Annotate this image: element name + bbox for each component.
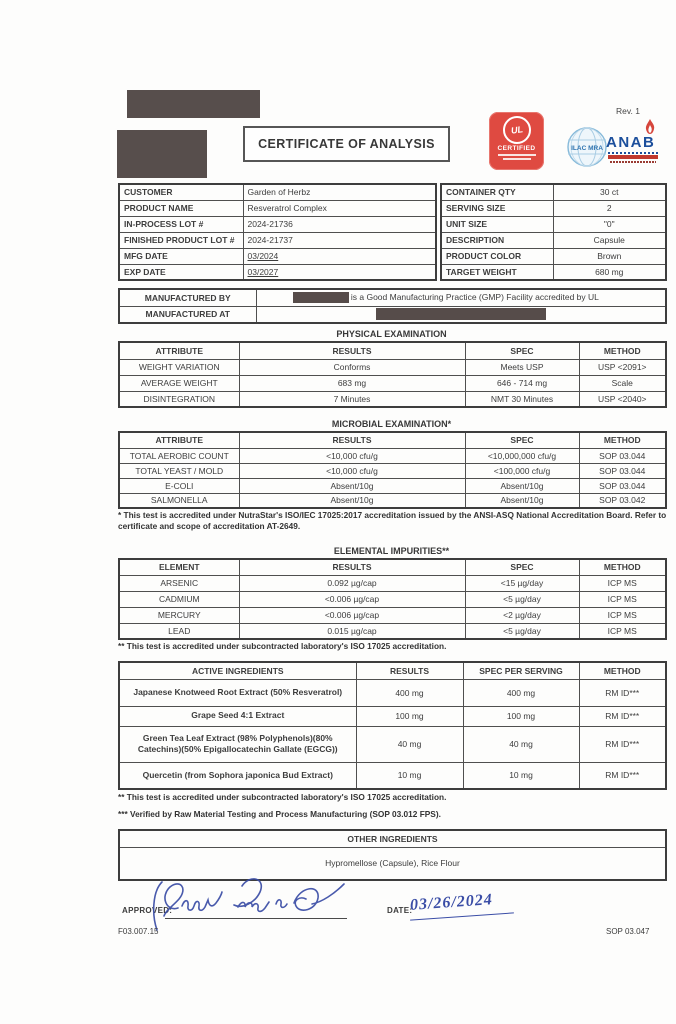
spec-cell: <5 µg/day (465, 623, 579, 639)
table-row (441, 264, 666, 280)
column-header: RESULTS (356, 662, 463, 679)
result-cell: 0.015 µg/cap (239, 623, 465, 639)
ul-mark-text: UL (509, 124, 524, 136)
manufactured-at-value (256, 306, 666, 323)
spec-cell: Meets USP (465, 359, 579, 375)
table-row (119, 200, 436, 216)
table-row (119, 448, 666, 463)
field-label: EXP DATE (119, 264, 243, 280)
field-value: "0" (553, 216, 666, 232)
method-cell: USP <2091> (579, 359, 666, 375)
field-value: 03/2024 (243, 248, 436, 264)
column-header: METHOD (579, 342, 666, 359)
anab-red-banner (608, 155, 658, 159)
table-row (441, 184, 666, 200)
table-row (119, 726, 666, 762)
attribute-cell: E-COLI (119, 478, 239, 493)
field-value: 2024-21736 (243, 216, 436, 232)
ilac-mra-text: ILAC MRA (571, 145, 603, 152)
anab-logo-text: ANAB (606, 134, 656, 151)
form-number: F03.007.15 (118, 927, 159, 936)
ilac-mra-globe-icon (566, 126, 608, 168)
ingredient-cell: Quercetin (from Sophora japonica Bud Extract) (119, 762, 356, 789)
table-row (441, 232, 666, 248)
column-header: ATTRIBUTE (119, 432, 239, 448)
field-label: MANUFACTURED BY (119, 289, 256, 306)
ul-certified-badge (489, 112, 544, 170)
spec-cell: 646 - 714 mg (465, 375, 579, 391)
spec-cell: 400 mg (463, 679, 579, 706)
field-label: FINISHED PRODUCT LOT # (119, 232, 243, 248)
redacted-address-block (117, 130, 207, 178)
table-header-row (119, 830, 666, 847)
field-value: 2024-21737 (243, 232, 436, 248)
table-row (119, 607, 666, 623)
method-cell: RM ID*** (579, 679, 666, 706)
manufactured-table (118, 288, 667, 324)
field-value: Capsule (553, 232, 666, 248)
table-row (119, 493, 666, 508)
handwritten-date: 03/26/2024 (409, 891, 494, 914)
table-row (119, 679, 666, 706)
field-value: Garden of Herbz (243, 184, 436, 200)
column-header: ATTRIBUTE (119, 342, 239, 359)
table-header-row (119, 342, 666, 359)
result-cell: <10,000 cfu/g (239, 463, 465, 478)
element-cell: ARSENIC (119, 575, 239, 591)
field-label: DESCRIPTION (441, 232, 553, 248)
result-cell: <10,000 cfu/g (239, 448, 465, 463)
table-row (441, 248, 666, 264)
field-value: Resveratrol Complex (243, 200, 436, 216)
method-cell: SOP 03.044 (579, 448, 666, 463)
table-row (119, 216, 436, 232)
result-cell: <0.006 µg/cap (239, 591, 465, 607)
result-cell: 100 mg (356, 706, 463, 726)
method-cell: ICP MS (579, 623, 666, 639)
section-title-elemental: ELEMENTAL IMPURITIES** (333, 546, 450, 556)
method-cell: RM ID*** (579, 706, 666, 726)
result-cell: 10 mg (356, 762, 463, 789)
table-row (119, 706, 666, 726)
table-row (119, 575, 666, 591)
document-title-box (243, 126, 450, 162)
field-label: CONTAINER QTY (441, 184, 553, 200)
column-header: METHOD (579, 432, 666, 448)
field-value: 680 mg (553, 264, 666, 280)
other-ingredients-value: Hypromellose (Capsule), Rice Flour (119, 847, 666, 880)
field-label: MFG DATE (119, 248, 243, 264)
product-info-table-right (440, 183, 667, 281)
method-cell: ICP MS (579, 575, 666, 591)
column-header: METHOD (579, 662, 666, 679)
redacted-address (376, 308, 546, 320)
column-header: SPEC (465, 559, 579, 575)
field-label: TARGET WEIGHT (441, 264, 553, 280)
approved-label: APPROVED: (122, 906, 173, 915)
redacted-company-name (293, 292, 349, 303)
element-cell: MERCURY (119, 607, 239, 623)
column-header: ELEMENT (119, 559, 239, 575)
field-label: PRODUCT COLOR (441, 248, 553, 264)
anab-accreditation-text-line (608, 152, 658, 154)
other-ingredients-header: OTHER INGREDIENTS (119, 830, 666, 847)
attribute-cell: TOTAL AEROBIC COUNT (119, 448, 239, 463)
ul-fine-print-line (498, 154, 536, 156)
table-row (441, 200, 666, 216)
table-row (119, 264, 436, 280)
field-value: 03/2027 (243, 264, 436, 280)
column-header: SPEC (465, 342, 579, 359)
table-header-row (119, 432, 666, 448)
elemental-footnote: ** This test is accredited under subcontracted laboratory's ISO 17025 accreditation. (118, 641, 447, 651)
table-row (119, 391, 666, 407)
column-header: METHOD (579, 559, 666, 575)
attribute-cell: SALMONELLA (119, 493, 239, 508)
field-label: PRODUCT NAME (119, 200, 243, 216)
table-row (119, 762, 666, 789)
field-label: IN-PROCESS LOT # (119, 216, 243, 232)
result-cell: <0.006 µg/cap (239, 607, 465, 623)
column-header: RESULTS (239, 432, 465, 448)
field-value: 2 (553, 200, 666, 216)
ingredient-cell: Japanese Knotweed Root Extract (50% Resveratrol) (119, 679, 356, 706)
page-title: CERTIFICATE OF ANALYSIS (258, 137, 435, 151)
spec-cell: 10 mg (463, 762, 579, 789)
anab-fine-print-line (610, 161, 656, 163)
table-row (119, 184, 436, 200)
spec-cell: 40 mg (463, 726, 579, 762)
attribute-cell: DISINTEGRATION (119, 391, 239, 407)
active-ingredients-table (118, 661, 667, 790)
table-row (119, 591, 666, 607)
element-cell: LEAD (119, 623, 239, 639)
method-cell: RM ID*** (579, 762, 666, 789)
ul-logo-icon (503, 116, 531, 144)
ul-certified-label: CERTIFIED (497, 145, 536, 152)
method-cell: Scale (579, 375, 666, 391)
ingredient-cell: Green Tea Leaf Extract (98% Polyphenols)(80% Catechins)(50% Epigallocatechin Gallate (EGCG)) (119, 726, 356, 762)
date-label: DATE: (387, 906, 413, 915)
table-header-row (119, 559, 666, 575)
result-cell: 7 Minutes (239, 391, 465, 407)
method-cell: ICP MS (579, 607, 666, 623)
table-header-row (119, 662, 666, 679)
column-header: RESULTS (239, 342, 465, 359)
method-cell: SOP 03.042 (579, 493, 666, 508)
anab-flame-icon (644, 119, 656, 135)
result-cell: Absent/10g (239, 493, 465, 508)
microbial-examination-table (118, 431, 667, 509)
field-label: SERVING SIZE (441, 200, 553, 216)
ul-fine-print-line (503, 158, 531, 160)
field-label: MANUFACTURED AT (119, 306, 256, 323)
spec-cell: <2 µg/day (465, 607, 579, 623)
section-title-physical: PHYSICAL EXAMINATION (336, 329, 447, 339)
method-cell: USP <2040> (579, 391, 666, 407)
field-label: CUSTOMER (119, 184, 243, 200)
approver-signature (146, 872, 356, 934)
section-title-microbial: MICROBIAL EXAMINATION* (331, 419, 452, 429)
field-label: UNIT SIZE (441, 216, 553, 232)
table-row (119, 248, 436, 264)
result-cell: 0.092 µg/cap (239, 575, 465, 591)
column-header: ACTIVE INGREDIENTS (119, 662, 356, 679)
spec-cell: <100,000 cfu/g (465, 463, 579, 478)
table-row (119, 623, 666, 639)
spec-cell: Absent/10g (465, 478, 579, 493)
result-cell: 400 mg (356, 679, 463, 706)
product-info-table-left (118, 183, 437, 281)
gmp-statement: is a Good Manufacturing Practice (GMP) Facility accredited by UL (350, 292, 599, 303)
table-row (119, 306, 666, 323)
manufactured-by-value (256, 289, 666, 306)
actives-footnote-1: ** This test is accredited under subcontracted laboratory's ISO 17025 accreditation. (118, 792, 447, 802)
spec-cell: Absent/10g (465, 493, 579, 508)
microbial-footnote: * This test is accredited under NutraStar's ISO/IEC 17025:2017 accreditation issued by the ANSI-ASQ National Accreditation Board. Refer to certificate and scope of accreditation AT-2649. (118, 510, 667, 532)
result-cell: Conforms (239, 359, 465, 375)
table-row (119, 478, 666, 493)
redacted-logo-block (127, 90, 260, 118)
spec-cell: <5 µg/day (465, 591, 579, 607)
column-header: SPEC PER SERVING (463, 662, 579, 679)
table-row (119, 375, 666, 391)
element-cell: CADMIUM (119, 591, 239, 607)
table-row (441, 216, 666, 232)
attribute-cell: AVERAGE WEIGHT (119, 375, 239, 391)
table-row (119, 463, 666, 478)
result-cell: 683 mg (239, 375, 465, 391)
spec-cell: <10,000,000 cfu/g (465, 448, 579, 463)
field-value: 30 ct (553, 184, 666, 200)
spec-cell: NMT 30 Minutes (465, 391, 579, 407)
elemental-impurities-table (118, 558, 667, 640)
table-row (119, 289, 666, 306)
column-header: SPEC (465, 432, 579, 448)
sop-number: SOP 03.047 (606, 927, 650, 936)
result-cell: Absent/10g (239, 478, 465, 493)
field-value: Brown (553, 248, 666, 264)
actives-footnote-2: *** Verified by Raw Material Testing and Process Manufacturing (SOP 03.012 FPS). (118, 809, 441, 819)
table-row (119, 232, 436, 248)
method-cell: SOP 03.044 (579, 478, 666, 493)
physical-examination-table (118, 341, 667, 408)
column-header: RESULTS (239, 559, 465, 575)
result-cell: 40 mg (356, 726, 463, 762)
revision-label: Rev. 1 (616, 106, 640, 116)
method-cell: SOP 03.044 (579, 463, 666, 478)
attribute-cell: TOTAL YEAST / MOLD (119, 463, 239, 478)
method-cell: RM ID*** (579, 726, 666, 762)
spec-cell: 100 mg (463, 706, 579, 726)
ingredient-cell: Grape Seed 4:1 Extract (119, 706, 356, 726)
method-cell: ICP MS (579, 591, 666, 607)
spec-cell: <15 µg/day (465, 575, 579, 591)
table-row (119, 359, 666, 375)
attribute-cell: WEIGHT VARIATION (119, 359, 239, 375)
